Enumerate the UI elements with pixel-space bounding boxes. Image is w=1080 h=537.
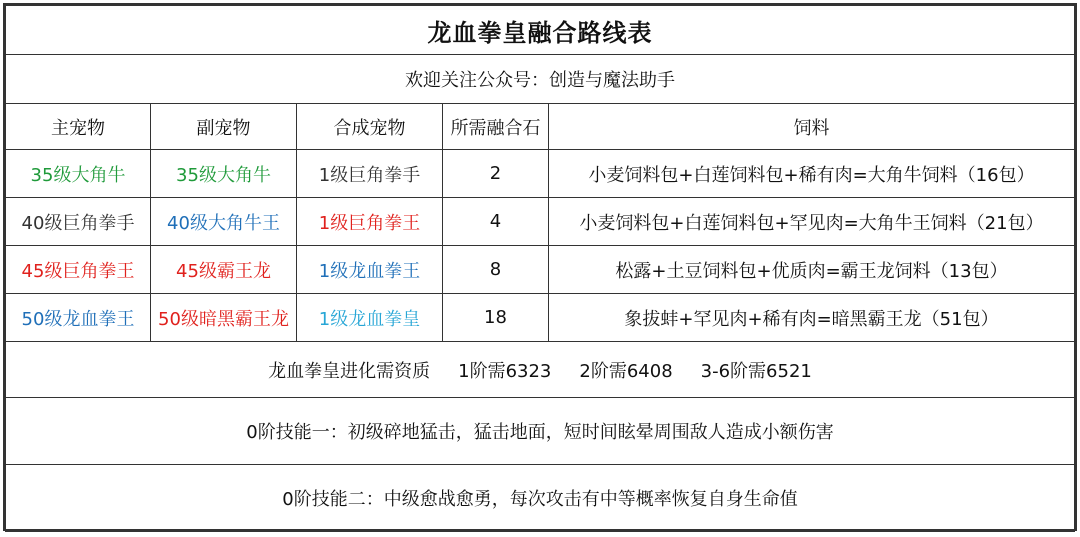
header-result-pet: 合成宠物: [297, 104, 443, 150]
result-pet-cell: 1级龙血拳王: [297, 246, 443, 294]
header-main-pet: 主宠物: [6, 104, 151, 150]
table-row: [6, 294, 1075, 342]
evolution-requirements: [6, 342, 1075, 398]
table-row: [6, 198, 1075, 246]
evolution-label: 龙血拳皇进化需资质: [268, 360, 431, 382]
table-title: 龙血拳皇融合路线表: [6, 6, 1075, 55]
stones-cell: 2: [443, 150, 549, 198]
feed-cell: 象拔蚌+罕见肉+稀有肉=暗黑霸王龙（51包）: [549, 294, 1075, 342]
skill-two: 0阶技能二：中级愈战愈勇，每次攻击有中等概率恢复自身生命值: [6, 465, 1075, 532]
evolution-tier3: 3-6阶需6521: [700, 360, 812, 382]
main-pet-cell: 50级龙血拳王: [6, 294, 151, 342]
evolution-tier1: 1阶需6323: [458, 360, 552, 382]
skill-one: 0阶技能一：初级碎地猛击，猛击地面，短时间眩晕周围敌人造成小额伤害: [6, 398, 1075, 465]
header-fusion-stones: 所需融合石: [443, 104, 549, 150]
subtitle-follow-notice: 欢迎关注公众号：创造与魔法助手: [6, 55, 1075, 104]
sub-pet-cell: 40级大角牛王: [151, 198, 297, 246]
sub-pet-cell: 50级暗黑霸王龙: [151, 294, 297, 342]
feed-cell: 小麦饲料包+白莲饲料包+稀有肉=大角牛饲料（16包）: [549, 150, 1075, 198]
header-row: [6, 104, 1075, 150]
sub-pet-cell: 45级霸王龙: [151, 246, 297, 294]
sub-pet-cell: 35级大角牛: [151, 150, 297, 198]
table-row: [6, 246, 1075, 294]
result-pet-cell: 1级巨角拳手: [297, 150, 443, 198]
result-pet-cell: 1级巨角拳王: [297, 198, 443, 246]
feed-cell: 松露+土豆饲料包+优质肉=霸王龙饲料（13包）: [549, 246, 1075, 294]
stones-cell: 18: [443, 294, 549, 342]
header-feed: 饲料: [549, 104, 1075, 150]
table-row: [6, 150, 1075, 198]
stones-cell: 8: [443, 246, 549, 294]
route-table: [5, 5, 1075, 532]
main-pet-cell: 45级巨角拳王: [6, 246, 151, 294]
stones-cell: 4: [443, 198, 549, 246]
fusion-route-table: [3, 3, 1077, 531]
feed-cell: 小麦饲料包+白莲饲料包+罕见肉=大角牛王饲料（21包）: [549, 198, 1075, 246]
result-pet-cell: 1级龙血拳皇: [297, 294, 443, 342]
main-pet-cell: 35级大角牛: [6, 150, 151, 198]
evolution-tier2: 2阶需6408: [579, 360, 673, 382]
header-sub-pet: 副宠物: [151, 104, 297, 150]
main-pet-cell: 40级巨角拳手: [6, 198, 151, 246]
